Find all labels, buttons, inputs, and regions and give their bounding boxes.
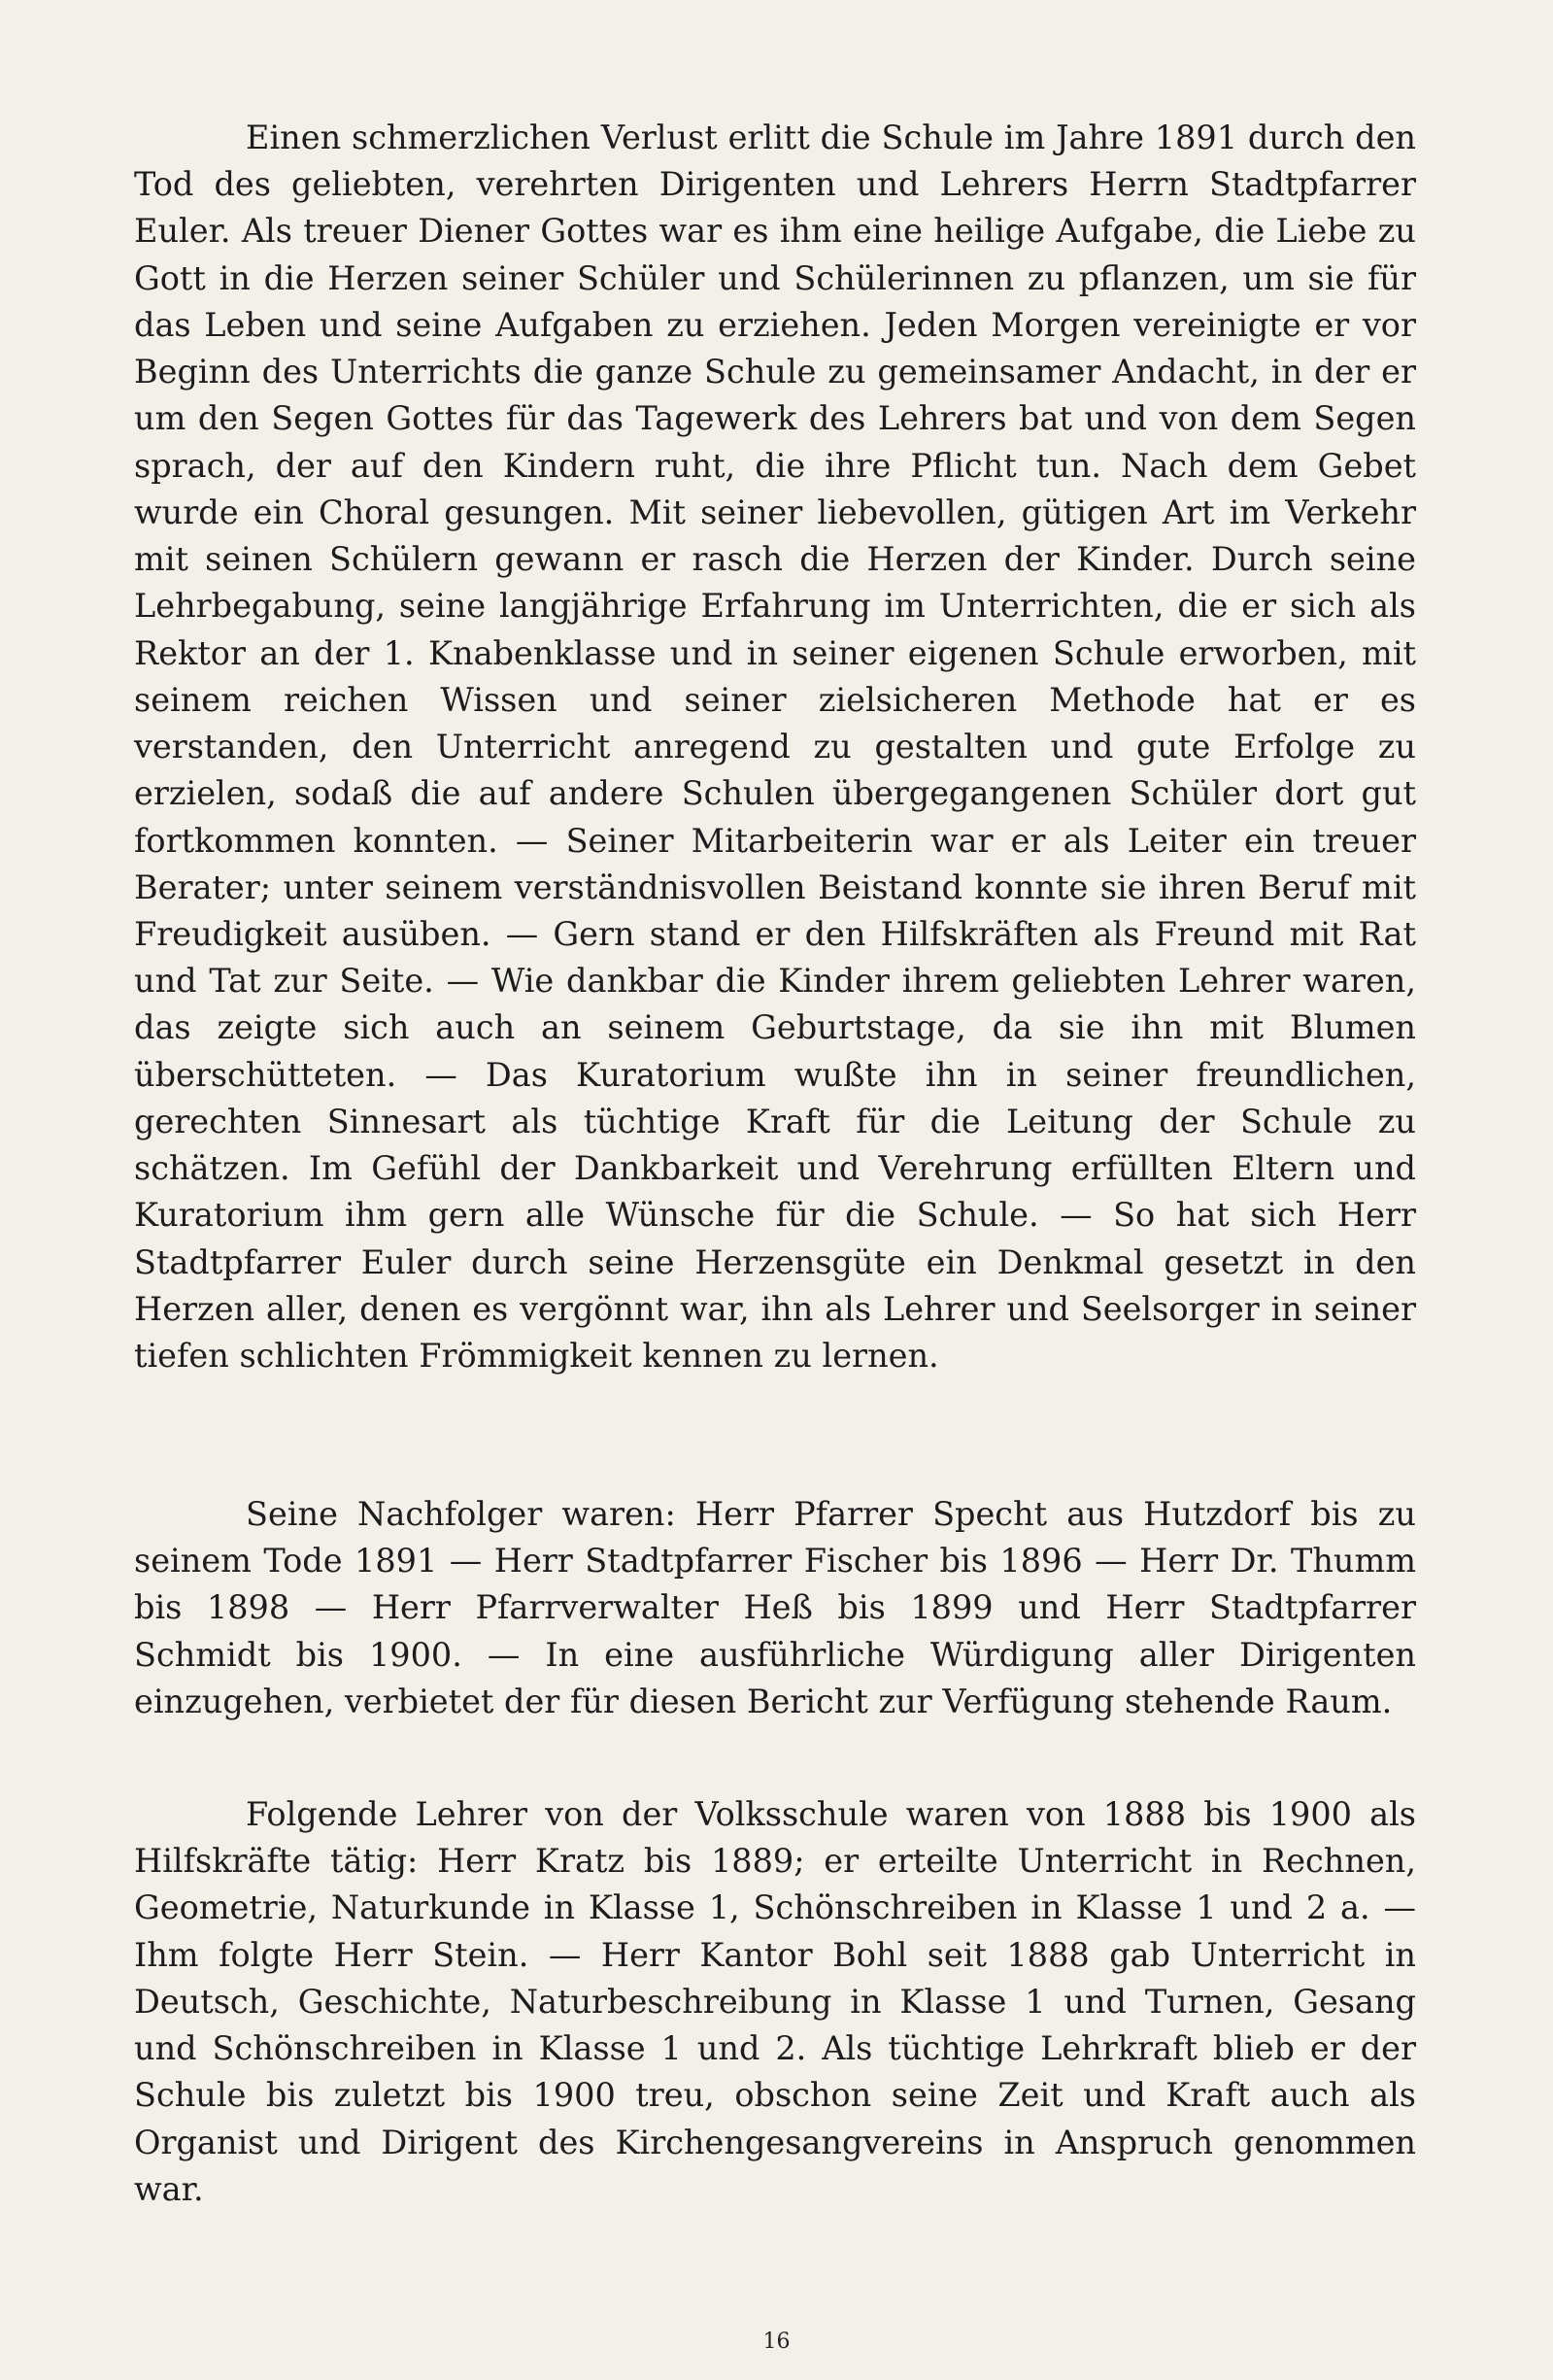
paragraph-text: Seine Nachfolger waren: Herr Pfarrer Specht aus Hutzdorf bis zu seinem Tode 1891 — Herr Stadtpfarrer Fischer bis 1896 — Herr Dr. Thumm bis 1898 — Herr Pfarrverwalter Heß bis 1899 und Herr Stadtpfarrer Schmidt bis 1900. — In eine ausführliche Würdigung aller Dirigenten einzugehen, verbietet der für diesen Bericht zur Verfügung stehende Raum.: [134, 1495, 1416, 1720]
paragraph-assistants: [134, 1791, 1416, 2213]
paragraph-euler: [134, 115, 1416, 1379]
paragraph-text: Einen schmerzlichen Verlust erlitt die Schule im Jahre 1891 durch den Tod des geliebten, verehrten Dirigenten und Lehrers Herrn Stadtpfarrer Euler. Als treuer Diener Gottes war es ihm eine heilige Aufgabe, die Liebe zu Gott in die Herzen seiner Schüler und Schülerinnen zu pflanzen, um sie für das Leben und seine Aufgaben zu erziehen. Jeden Morgen vereinigte er vor Beginn des Unterrichts die ganze Schule zu gemeinsamer Andacht, in der er um den Segen Gottes für das Tagewerk des Lehrers bat und von dem Segen sprach, der auf den Kindern ruht, die ihre Pflicht tun. Nach dem Gebet wurde ein Choral gesungen. Mit seiner liebevollen, gütigen Art im Verkehr mit seinen Schülern gewann er rasch die Herzen der Kinder. Durch seine Lehrbegabung, seine langjährige Erfahrung im Unterrichten, die er sich als Rektor an der 1. Knabenklasse und in seiner eigenen Schule erworben, mit seinem reichen Wissen und seiner zielsicheren Methode hat er es verstanden, den Unterricht anregend zu gestalten und gute Erfolge zu erzielen, sodaß die auf andere Schulen übergegangenen Schüler dort gut fortkommen konnten. — Seiner Mitarbeiterin war er als Leiter ein treuer Berater; unter seinem verständnisvollen Beistand konnte sie ihren Beruf mit Freudigkeit ausüben. — Gern stand er den Hilfskräften als Freund mit Rat und Tat zur Seite. — Wie dankbar die Kinder ihrem geliebten Lehrer waren, das zeigte sich auch an seinem Geburtstage, da sie ihn mit Blumen überschütteten. — Das Kuratorium wußte ihn in seiner freundlichen, gerechten Sinnesart als tüchtige Kraft für die Leitung der Schule zu schätzen. Im Gefühl der Dankbarkeit und Verehrung erfüllten Eltern und Kuratorium ihm gern alle Wünsche für die Schule. — So hat sich Herr Stadtpfarrer Euler durch seine Herzensgüte ein Denkmal gesetzt in den Herzen aller, denen es vergönnt war, ihn als Lehrer und Seelsorger in seiner tiefen schlichten Frömmigkeit kennen zu lernen.: [134, 119, 1416, 1376]
page-number: 16: [762, 2329, 791, 2354]
paragraph-text: Folgende Lehrer von der Volksschule waren von 1888 bis 1900 als Hilfskräfte tätig: Herr Kratz bis 1889; er erteilte Unterricht in Rechnen, Geometrie, Naturkunde in Klasse 1, Schönschreiben in Klasse 1 und 2 a. — Ihm folgte Herr Stein. — Herr Kantor Bohl seit 1888 gab Unterricht in Deutsch, Geschichte, Naturbeschreibung in Klasse 1 und Turnen, Gesang und Schönschreiben in Klasse 1 und 2. Als tüchtige Lehrkraft blieb er der Schule bis zuletzt bis 1900 treu, obschon seine Zeit und Kraft auch als Organist und Dirigent des Kirchengesangvereins in Anspruch genommen war.: [134, 1795, 1416, 2208]
paragraph-successors: [134, 1491, 1416, 1725]
